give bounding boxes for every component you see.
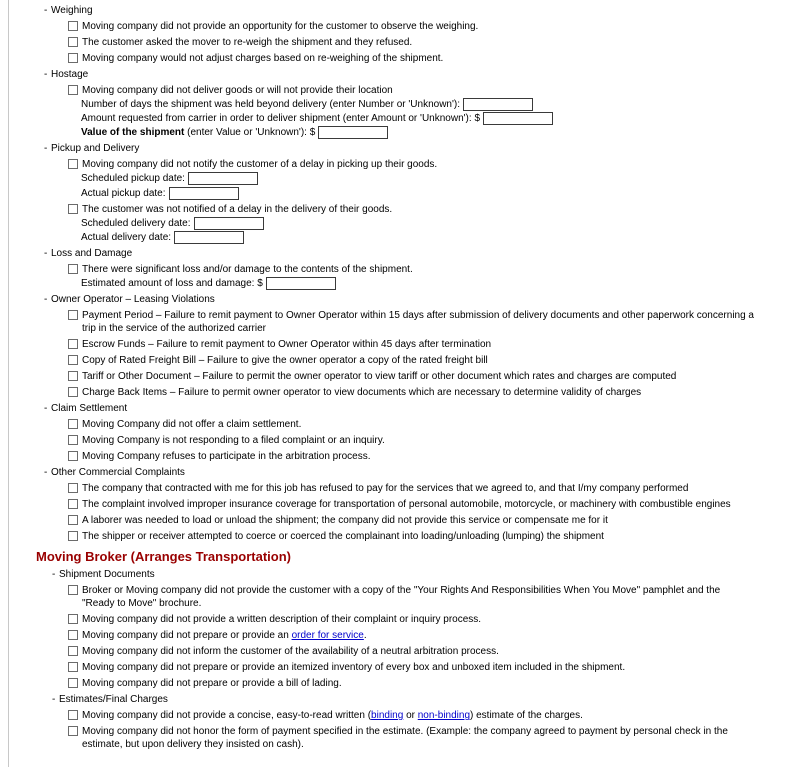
complaint-checkbox[interactable] [68, 85, 78, 95]
complaint-item [68, 613, 755, 626]
label-text: Copy of Rated Freight Bill – Failure to give the owner operator a copy of the rated freight bill [82, 355, 488, 367]
complaint-item [68, 645, 755, 658]
collapse-toggle[interactable]: - [44, 247, 48, 259]
label-text: The complaint involved improper insurance coverage for transportation of personal automobile, motorcycle, or machinery with combustible engines [82, 499, 731, 511]
complaint-item [68, 514, 755, 527]
label-text: Moving Company did not offer a claim settlement. [82, 419, 302, 431]
field-row [81, 217, 755, 230]
order-for-service-link[interactable]: order for service [291, 630, 364, 642]
section-hostage [44, 68, 755, 139]
label-text: The customer asked the mover to re-weigh the shipment and they refused. [82, 37, 413, 48]
complaint-item [68, 498, 755, 511]
label-text: or [403, 710, 418, 722]
complaint-item [68, 629, 755, 642]
complaint-label [82, 203, 755, 216]
field-row [81, 187, 755, 200]
complaint-item [68, 263, 755, 290]
complaint-item [68, 20, 755, 33]
complaint-label [82, 645, 755, 658]
complaint-item [68, 450, 755, 463]
field-label [81, 278, 263, 289]
label-text: Moving company did not deliver goods or will not provide their location [82, 85, 393, 96]
complaint-label [82, 498, 755, 511]
complaint-item [68, 354, 755, 367]
label-text: Moving company did not prepare or provide an [82, 630, 292, 642]
label-text: Tariff or Other Document – Failure to permit the owner operator to view tariff or other document which rates and charges are computed [82, 371, 677, 383]
tree-root [0, 4, 755, 751]
complaint-label [82, 530, 755, 543]
field-label [81, 188, 166, 199]
label-text: Moving company did not prepare or provide a bill of lading. [82, 678, 342, 690]
complaint-checkbox[interactable] [68, 531, 78, 541]
category-heading: Moving Broker (Arranges Transportation) [36, 549, 291, 565]
complaint-label [82, 629, 755, 642]
complaint-checkbox[interactable] [68, 451, 78, 461]
complaint-label [82, 309, 755, 335]
label-text: Moving company did not provide an opportunity for the customer to observe the weighing. [82, 21, 479, 32]
collapse-toggle[interactable]: - [52, 569, 56, 581]
label-text: The customer was not notified of a delay in the delivery of their goods. [82, 203, 393, 215]
label-text: A laborer was needed to load or unload the shipment; the company did not provide this service or compensate me for it [82, 515, 608, 527]
label-text: Moving Company refuses to participate in the arbitration process. [82, 451, 371, 463]
complaint-checkbox[interactable] [68, 159, 78, 169]
complaint-item [68, 84, 755, 139]
complaint-label [82, 677, 755, 690]
complaint-label [82, 84, 755, 97]
collapse-toggle[interactable]: - [44, 69, 48, 80]
complaint-label [82, 584, 755, 610]
complaint-label [82, 20, 755, 33]
complaint-item [68, 338, 755, 351]
field-label [81, 113, 480, 124]
field-row [81, 172, 755, 185]
section-other-commercial-complaints [44, 466, 755, 543]
complaint-item [68, 434, 755, 447]
section-loss-and-damage [44, 247, 755, 290]
complaint-item [68, 309, 755, 335]
section-title: Other Commercial Complaints [51, 467, 185, 479]
complaint-label [82, 370, 755, 383]
section-estimates-final-charges [52, 693, 755, 751]
label-text: Moving company did not provide a written description of their complaint or inquiry process. [82, 614, 482, 626]
complaint-item [68, 584, 755, 610]
complaint-checkbox[interactable] [68, 646, 78, 656]
complaint-checkbox[interactable] [68, 37, 78, 47]
complaint-item [68, 203, 755, 244]
field-row [81, 231, 755, 244]
complaint-checkbox[interactable] [68, 710, 78, 720]
section-weighing [44, 4, 755, 65]
complaint-label [82, 709, 755, 722]
complaint-checkbox[interactable] [68, 726, 78, 736]
field-label [81, 232, 171, 243]
complaint-checkbox[interactable] [68, 483, 78, 493]
label-text: . [363, 630, 367, 642]
collapse-toggle[interactable]: - [44, 143, 48, 155]
collapse-toggle[interactable]: - [52, 694, 56, 706]
complaint-label [82, 613, 755, 626]
number-of-days-the-shipment-was-he-input[interactable] [463, 98, 533, 111]
complaint-item [68, 530, 755, 543]
complaint-checkbox[interactable] [68, 515, 78, 525]
field-row [81, 126, 755, 139]
complaint-label [82, 514, 755, 527]
scheduled-delivery-date-input[interactable] [194, 217, 264, 230]
label-text: Moving company would not adjust charges based on re-weighing of the shipment. [82, 53, 444, 64]
complaint-item [68, 661, 755, 674]
complaint-checkbox[interactable] [68, 264, 78, 274]
complaint-checkbox[interactable] [68, 435, 78, 445]
label-text: Payment Period – Failure to remit payment to Owner Operator within 15 days after submission of delivery documents and other paperwork concerning a trip in the service of the authorized carrier [82, 310, 754, 335]
complaint-checkbox[interactable] [68, 630, 78, 640]
complaint-checkbox[interactable] [68, 614, 78, 624]
field-label [81, 127, 315, 138]
complaint-checkbox[interactable] [68, 310, 78, 320]
section-title: Pickup and Delivery [51, 143, 140, 155]
label-text: Charge Back Items – Failure to permit owner operator to view documents which are necessary to determine validity of charges [82, 387, 642, 399]
complaint-item [68, 418, 755, 431]
section-title: Hostage [51, 69, 89, 80]
complaint-label [82, 386, 755, 399]
label-text: Estimated amount of loss and damage: $ [81, 278, 263, 290]
complaint-item [68, 482, 755, 495]
binding-link[interactable]: binding [371, 710, 404, 722]
complaint-item [68, 677, 755, 690]
complaint-checkbox[interactable] [68, 204, 78, 214]
complaint-label [82, 36, 755, 49]
complaint-checkbox[interactable] [68, 499, 78, 509]
collapse-toggle[interactable]: - [44, 294, 48, 306]
label-text: Broker or Moving company did not provide the customer with a copy of the "Your Rights And Responsibilities When You Move" pamphlet and the "Ready to Move" brochure. [82, 585, 721, 610]
value-of-the-shipment-input[interactable] [318, 126, 388, 139]
section-shipment-documents [52, 568, 755, 690]
label-text: Moving Company is not responding to a filed complaint or an inquiry. [82, 435, 385, 447]
complaint-item [68, 386, 755, 399]
complaint-label [82, 263, 755, 276]
complaint-checkbox[interactable] [68, 53, 78, 63]
complaint-item [68, 725, 755, 751]
section-title: Loss and Damage [51, 247, 133, 259]
label-text: Actual delivery date: [81, 231, 172, 243]
complaint-label [82, 418, 755, 431]
label-text: There were significant loss and/or damage to the contents of the shipment. [82, 263, 413, 275]
label-text: Moving company did not inform the customer of the availability of a neutral arbitration process. [82, 646, 499, 658]
collapse-toggle[interactable]: - [44, 403, 48, 415]
complaint-label [82, 725, 755, 751]
field-label [81, 174, 185, 185]
label-text: Moving company did not prepare or provide an itemized inventory of every box and unboxed item included in the shipment. [82, 662, 626, 674]
scheduled-pickup-date-input[interactable] [188, 172, 258, 185]
label-text: Escrow Funds – Failure to remit payment to Owner Operator within 45 days after termination [82, 339, 492, 351]
complaint-label [82, 338, 755, 351]
collapse-toggle[interactable]: - [44, 467, 48, 479]
label-text: Moving company did not provide a concise, easy-to-read written ( [82, 710, 372, 722]
label-text: The shipper or receiver attempted to coerce or coerced the complainant into loading/unloading (lumping) the shipment [82, 531, 604, 543]
label-text: Amount requested from carrier in order to deliver shipment (enter Amount or 'Unknown'): $ [81, 113, 480, 125]
field-row [81, 277, 755, 290]
complaint-label [82, 434, 755, 447]
complaint-checkbox[interactable] [68, 371, 78, 381]
complaint-item [68, 52, 755, 65]
actual-delivery-date-input[interactable] [174, 231, 244, 244]
field-label [81, 99, 460, 110]
non-binding-link[interactable]: non-binding [417, 710, 471, 722]
complaint-item [68, 370, 755, 383]
section-pickup-and-delivery [44, 142, 755, 244]
complaint-checkbox[interactable] [68, 419, 78, 429]
label-text: Scheduled delivery date: [81, 217, 191, 229]
complaint-label [82, 661, 755, 674]
section-claim-settlement [44, 402, 755, 463]
label-text: Value of the shipment [81, 127, 185, 139]
section-owner-operator-leasing-violations [44, 293, 755, 399]
complaint-label [82, 52, 755, 65]
complaint-checkbox[interactable] [68, 21, 78, 31]
actual-pickup-date-input[interactable] [169, 187, 239, 200]
complaint-checkbox[interactable] [68, 355, 78, 365]
label-text: Actual pickup date: [81, 187, 166, 199]
field-row [81, 112, 755, 125]
complaint-checkbox[interactable] [68, 678, 78, 688]
complaint-label [82, 482, 755, 495]
complaint-label [82, 158, 755, 171]
complaint-item [68, 709, 755, 722]
complaint-label [82, 354, 755, 367]
label-text: Moving company did not notify the customer of a delay in picking up their goods. [82, 159, 438, 171]
section-title: Weighing [51, 5, 93, 16]
section-title: Claim Settlement [51, 403, 128, 415]
complaint-checkbox[interactable] [68, 662, 78, 672]
complaint-label [82, 450, 755, 463]
field-row [81, 98, 755, 111]
collapse-toggle[interactable]: - [44, 5, 48, 16]
label-text: Scheduled pickup date: [81, 173, 185, 185]
section-title: Owner Operator – Leasing Violations [51, 294, 215, 306]
section-title: Shipment Documents [59, 569, 155, 581]
section-title: Estimates/Final Charges [59, 694, 168, 706]
complaint-checkbox[interactable] [68, 339, 78, 349]
complaint-item [68, 36, 755, 49]
estimated-amount-of-loss-and-damag-input[interactable] [266, 277, 336, 290]
label-text: ) estimate of the charges. [470, 710, 583, 722]
amount-requested-from-carrier-in-o-input[interactable] [483, 112, 553, 125]
label-text: Moving company did not honor the form of payment specified in the estimate. (Example: the company agreed to payment by personal check in the estimate, but upon delivery they insisted on cash). [82, 726, 728, 751]
label-text: The company that contracted with me for this job has refused to pay for the services that we agreed to, and that I/my company performed [82, 483, 689, 495]
field-label [81, 218, 191, 229]
label-text: (enter Value or 'Unknown'): $ [184, 127, 316, 139]
complaint-item [68, 158, 755, 199]
complaint-checkbox[interactable] [68, 585, 78, 595]
label-text: Number of days the shipment was held beyond delivery (enter Number or 'Unknown'): [81, 99, 460, 111]
complaint-checkbox[interactable] [68, 387, 78, 397]
